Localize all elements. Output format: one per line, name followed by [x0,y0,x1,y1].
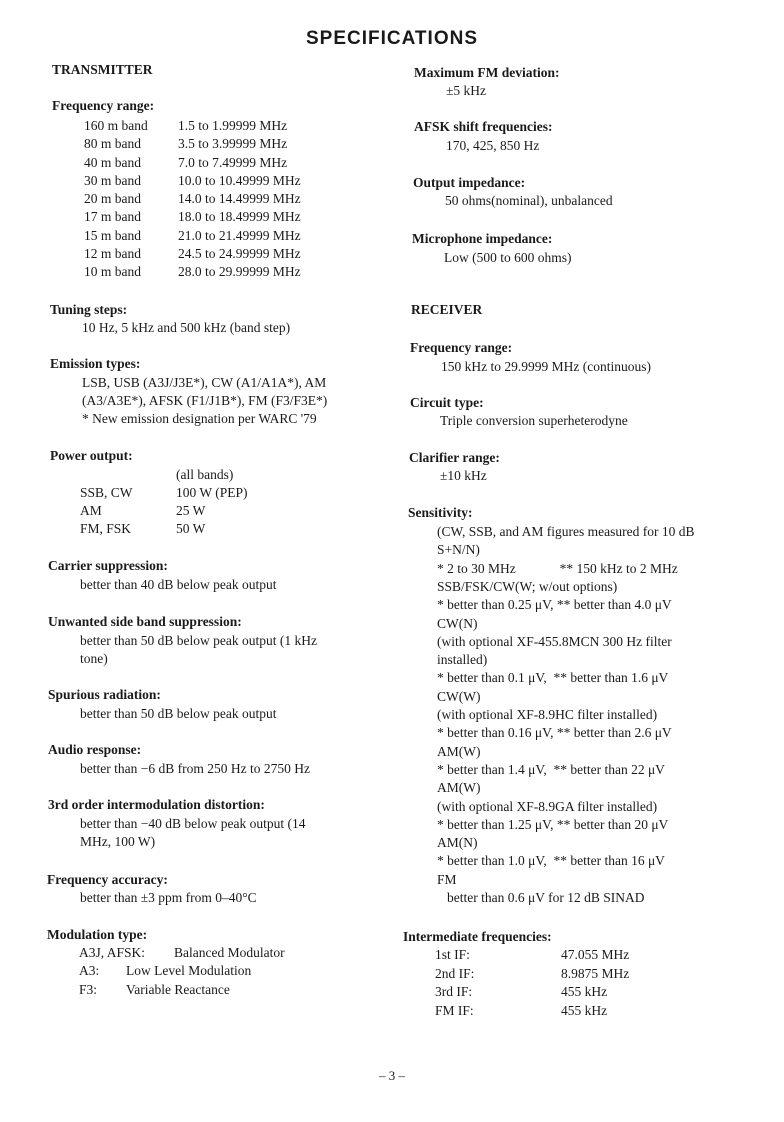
if-name: FM IF: [435,1002,474,1018]
band-range: 28.0 to 29.99999 MHz [178,264,301,279]
if-value: 47.055 MHz [561,947,630,962]
power-mode: SSB, CW [80,485,133,500]
clarifier-heading: Clarifier range: [409,450,500,465]
band-name: 17 m band [84,209,141,225]
band-range: 21.0 to 21.49999 MHz [178,227,301,243]
sensitivity-line: * better than 1.0 μV, ** better than 16 μV [437,853,665,869]
power-value: 50 W [176,521,206,536]
sensitivity-line: installed) [437,652,488,668]
sensitivity-line: CW(W) [437,688,481,704]
output-impedance-value: 50 ohms(nominal), unbalanced [445,193,613,208]
if-value: 8.9875 MHz [561,965,630,981]
band-range: 18.0 to 18.49999 MHz [178,209,301,225]
band-name: 20 m band [84,191,141,206]
afsk-value: 170, 425, 850 Hz [446,138,540,153]
modulation-heading: Modulation type: [47,927,148,942]
power-value: 25 W [176,503,206,518]
sensitivity-line: * better than 1.25 μV, ** better than 20 μV [437,816,669,832]
band-name: 10 m band [84,264,141,279]
unwanted-line: better than 50 dB below peak output (1 kHz [80,633,317,648]
afsk-heading: AFSK shift frequencies: [414,119,553,134]
tuning-value: 10 Hz, 5 kHz and 500 kHz (band step) [82,320,291,335]
sensitivity-line: CW(N) [437,615,478,631]
if-heading: Intermediate frequencies: [403,929,552,944]
band-range: 3.5 to 3.99999 MHz [178,136,288,152]
unwanted-heading: Unwanted side band suppression: [48,614,242,629]
accuracy-value: better than ±3 ppm from 0–40°C [80,890,257,905]
fm-deviation-heading: Maximum FM deviation: [414,65,560,80]
mod-value: Low Level Modulation [126,963,252,978]
mic-impedance-heading: Microphone impedance: [412,231,553,246]
if-value: 455 kHz [561,984,608,999]
power-value: 100 W (PEP) [176,485,248,500]
mod-mode: A3J, AFSK: [79,945,146,960]
transmitter-heading: TRANSMITTER [52,62,153,77]
emission-line: * New emission designation per WARC '79 [82,411,317,426]
sensitivity-line: S+N/N) [437,542,480,558]
sensitivity-line: (with optional XF-455.8MCN 300 Hz filter [437,633,672,649]
sensitivity-line: (with optional XF-8.9HC filter installed) [437,707,658,722]
tuning-heading: Tuning steps: [50,302,128,317]
clarifier-value: ±10 kHz [440,468,487,483]
sensitivity-line: * 2 to 30 MHz ** 150 kHz to 2 MHz [437,560,678,576]
power-mode: FM, FSK [80,521,132,536]
mod-value: Variable Reactance [126,982,230,997]
band-name: 160 m band [84,118,148,133]
carrier-value: better than 40 dB below peak output [80,577,277,592]
audio-value: better than −6 dB from 250 Hz to 2750 Hz [80,761,310,776]
imd-line: MHz, 100 W) [80,834,156,849]
emission-line: LSB, USB (A3J/J3E*), CW (A1/A1A*), AM [82,375,327,390]
spurious-heading: Spurious radiation: [48,687,161,702]
rx-frequency-heading: Frequency range: [410,340,513,355]
emission-line: (A3/A3E*), AFSK (F1/J1B*), FM (F3/F3E*) [82,393,328,408]
accuracy-heading: Frequency accuracy: [47,872,168,887]
band-name: 30 m band [84,172,141,188]
mod-mode: F3: [79,982,98,997]
mic-impedance-value: Low (500 to 600 ohms) [444,250,572,265]
fm-deviation-value: ±5 kHz [446,83,487,98]
page-title: SPECIFICATIONS [306,28,478,49]
if-name: 3rd IF: [435,984,473,999]
band-name: 80 m band [84,136,141,152]
tx-frequency-heading: Frequency range: [52,98,155,113]
power-all-bands: (all bands) [176,467,234,482]
if-value: 455 kHz [561,1002,608,1018]
sensitivity-line: AM(W) [437,780,481,796]
sensitivity-line: * better than 0.1 μV, ** better than 1.6 μV [437,670,669,686]
emission-heading: Emission types: [50,356,141,371]
if-name: 2nd IF: [435,965,475,981]
receiver-heading: RECEIVER [411,302,483,317]
band-range: 10.0 to 10.49999 MHz [178,172,301,188]
power-mode: AM [80,503,102,518]
output-impedance-heading: Output impedance: [413,175,526,190]
mod-mode: A3: [79,963,100,978]
band-range: 1.5 to 1.99999 MHz [178,118,288,133]
sensitivity-line: better than 0.6 μV for 12 dB SINAD [447,890,645,905]
page-number: – 3 – [379,1068,405,1083]
sensitivity-line: FM [437,871,457,887]
imd-heading: 3rd order intermodulation distortion: [48,797,265,812]
sensitivity-line: * better than 0.16 μV, ** better than 2.6 μV [437,725,672,741]
band-range: 24.5 to 24.99999 MHz [178,245,301,261]
if-name: 1st IF: [435,947,470,962]
sensitivity-line: AM(N) [437,835,478,851]
sensitivity-line: (with optional XF-8.9GA filter installed) [437,798,658,814]
band-range: 7.0 to 7.49999 MHz [178,154,288,170]
circuit-value: Triple conversion superheterodyne [440,413,628,428]
band-name: 12 m band [84,245,141,261]
unwanted-line: tone) [80,651,108,666]
sensitivity-line: SSB/FSK/CW(W; w/out options) [437,578,618,594]
sensitivity-line: * better than 0.25 μV, ** better than 4.0 μV [437,597,672,613]
sensitivity-line: * better than 1.4 μV, ** better than 22 μV [437,761,665,777]
circuit-heading: Circuit type: [410,395,484,410]
band-name: 40 m band [84,154,141,170]
sensitivity-line: AM(W) [437,743,481,759]
band-range: 14.0 to 14.49999 MHz [178,191,301,206]
carrier-heading: Carrier suppression: [48,558,168,573]
audio-heading: Audio response: [48,742,142,757]
sensitivity-line: (CW, SSB, and AM figures measured for 10 dB [437,524,695,539]
spurious-value: better than 50 dB below peak output [80,706,277,721]
imd-line: better than −40 dB below peak output (14 [80,816,306,831]
mod-value: Balanced Modulator [174,945,285,960]
power-heading: Power output: [50,448,133,463]
sensitivity-heading: Sensitivity: [408,505,473,520]
rx-frequency-value: 150 kHz to 29.9999 MHz (continuous) [441,359,651,374]
band-name: 15 m band [84,227,141,243]
